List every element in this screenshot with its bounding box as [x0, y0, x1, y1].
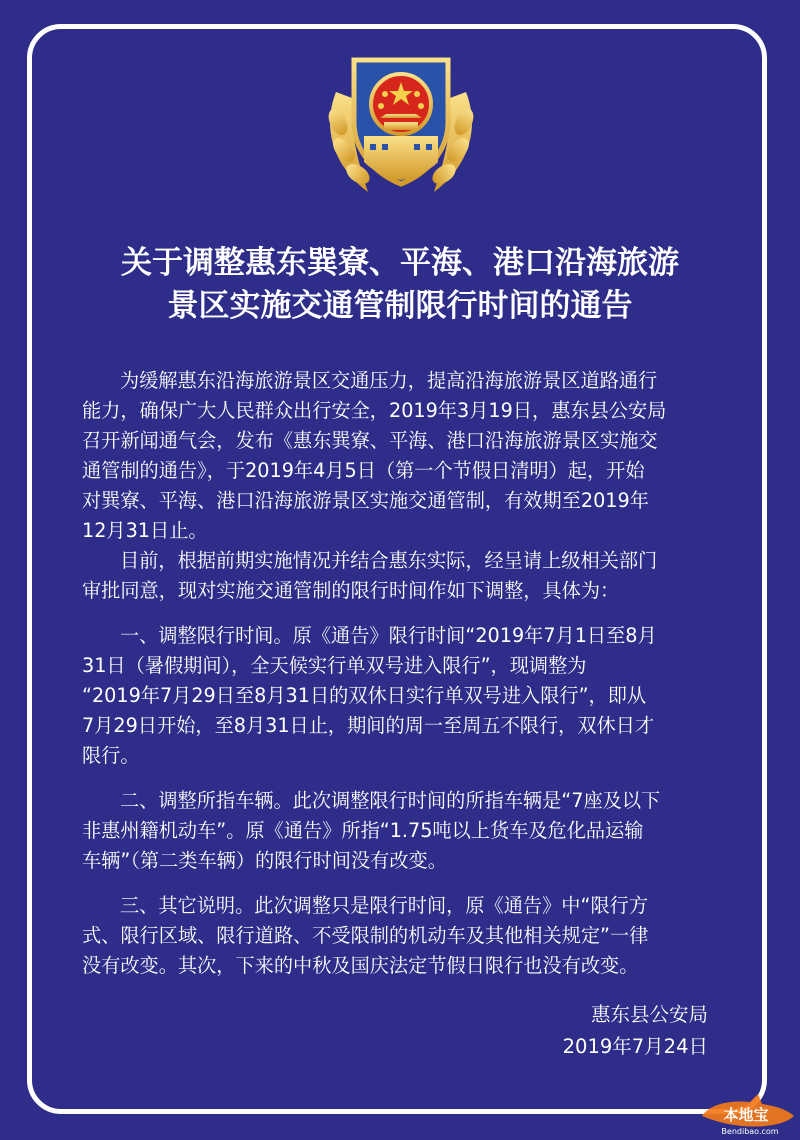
watermark-url: Bendibao.com [721, 1127, 779, 1136]
paragraph-5-line: 式、限行区域、限行道路、不受限制的机动车及其他相关规定”一律 [82, 924, 649, 947]
paragraph-4-line: 车辆”（第二类车辆）的限行时间没有改变。 [82, 849, 447, 872]
paragraph-3-line: 限行。 [82, 744, 140, 767]
paragraph-3-line: “2019年7月29日至8月31日的双休日实行单双号进入限行”，即从 [82, 684, 647, 707]
notice-title-line-2: 景区实施交通管制限行时间的通告 [167, 288, 633, 324]
paragraph-3-line: 31日（暑假期间），全天候实行单双号进入限行”，现调整为 [82, 654, 587, 677]
watermark-text: 本地宝 [723, 1106, 769, 1124]
paragraph-2-line: 审批同意，现对实施交通管制的限行时间作如下调整，具体为： [82, 579, 620, 602]
paragraph-1-line: 为缓解惠东沿海旅游景区交通压力，提高沿海旅游景区道路通行 [120, 369, 658, 392]
paragraph-5-line: 三、其它说明。此次调整只是限行时间，原《通告》中“限行方 [120, 894, 649, 917]
paragraph-1-line: 通管制的通告》，于2019年4月5日（第一个节假日清明）起，开始 [82, 459, 645, 482]
paragraph-1-line: 12月31日止。 [82, 519, 208, 542]
paragraph-2-line: 目前，根据前期实施情况并结合惠东实际，经呈请上级相关部门 [120, 549, 658, 572]
paragraph-5-line: 没有改变。其次，下来的中秋及国庆法定节假日限行也没有改变。 [82, 954, 639, 977]
notice-title-line-1: 关于调整惠东巽寮、平海、港口沿海旅游 [121, 245, 679, 281]
bendibao-watermark-logo [700, 1088, 796, 1136]
paragraph-3-line: 一、调整限行时间。原《通告》限行时间“2019年7月1日至8月 [120, 624, 657, 647]
paragraph-1-line: 能力，确保广大人民群众出行安全，2019年3月19日，惠东县公安局 [82, 399, 667, 422]
paragraph-4-line: 二、调整所指车辆。此次调整限行时间的所指车辆是“7座及以下 [120, 789, 661, 812]
paragraph-1-line: 召开新闻通气会，发布《惠东巽寮、平海、港口沿海旅游景区实施交 [82, 429, 658, 452]
police-emblem-icon [318, 52, 484, 202]
paragraph-3-line: 7月29日开始，至8月31日止，期间的周一至周五不限行，双休日才 [82, 714, 655, 737]
paragraph-4-line: 非惠州籍机动车”。原《通告》所指“1.75吨以上货车及危化品运输 [82, 819, 644, 842]
signature-date: 2019年7月24日 [562, 1035, 708, 1058]
paragraph-1-line: 对巽寮、平海、港口沿海旅游景区实施交通管制，有效期至2019年 [82, 489, 649, 512]
signature-organization: 惠东县公安局 [590, 1003, 708, 1026]
